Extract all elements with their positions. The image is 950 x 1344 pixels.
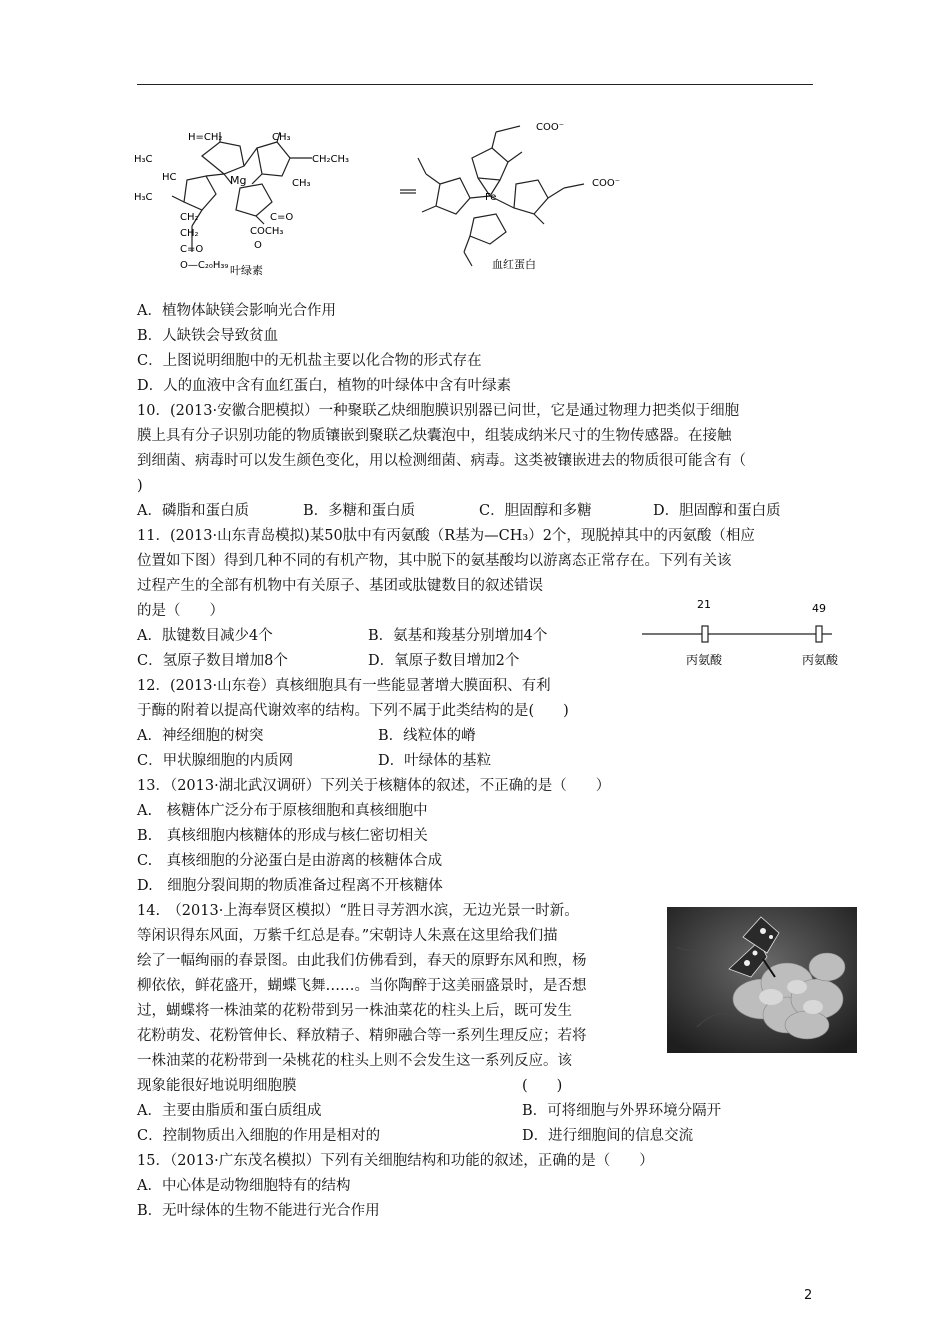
q14-option-a: A．主要由脂质和蛋白质组成 <box>137 1103 322 1119</box>
chl-o-label: O <box>254 240 262 251</box>
chl-ch2-label2: CH₂ <box>180 228 199 239</box>
chl-carbonyl-label2: C=O <box>180 244 204 255</box>
chl-vinyl-label: H=CH₂ <box>188 132 223 143</box>
q10-stem-line-2: 膜上具有分子识别功能的物质镶嵌到聚联乙炔囊泡中，组装成纳米尺寸的生物传感器。在接触 <box>137 428 732 444</box>
chl-phytol-label: O—C₂₀H₃₉ <box>180 260 229 271</box>
q15-option-b: B．无叶绿体的生物不能进行光合作用 <box>137 1203 380 1219</box>
q10-stem-line-1: 10．(2013·安徽合肥模拟）一种聚联乙炔细胞膜识别器已问世，它是通过物理力把类似于细胞 <box>137 403 740 419</box>
chl-methyl-label-left2: H₃C <box>134 192 153 203</box>
chl-ethyl-label: CH₂CH₃ <box>312 154 350 165</box>
q13-stem: 13．（2013·湖北武汉调研）下列关于核糖体的叙述，不正确的是（ ） <box>137 778 611 794</box>
q14-stem-line-1: 14. （2013·上海奉贤区模拟）“胜日寻芳泗水滨，无边光景一时新。 <box>137 903 579 919</box>
q15-stem: 15．（2013·广东茂名模拟）下列有关细胞结构和功能的叙述，正确的是（ ） <box>137 1153 654 1169</box>
q14-option-b: B．可将细胞与外界环境分隔开 <box>522 1103 722 1119</box>
q13-option-b: B. 真核细胞内核糖体的形成与核仁密切相关 <box>137 828 428 844</box>
q11-stem-line-3: 过程产生的全部有机物中有关原子、基团或肽键数目的叙述错误 <box>137 578 543 594</box>
q11-option-b: B．氨基和羧基分别增加4个 <box>368 628 548 644</box>
q14-answer-blank: ( ) <box>522 1078 563 1094</box>
q9-option-a: A．植物体缺镁会影响光合作用 <box>137 303 336 319</box>
peptide-diagram <box>640 592 840 672</box>
q12-option-b: B．线粒体的嵴 <box>378 728 476 744</box>
heme-carboxylate-label-2: COO⁻ <box>592 178 621 189</box>
q10-option-b: B．多糖和蛋白质 <box>303 503 416 519</box>
q11-stem-line-4: 的是（ ） <box>137 603 224 619</box>
q14-stem-line-3: 绘了一幅绚丽的春景图。由此我们仿佛看到，春天的原野东风和煦，杨 <box>137 953 587 969</box>
q10-option-a: A．磷脂和蛋白质 <box>137 503 249 519</box>
q12-stem-line-2: 于酶的附着以提高代谢效率的结构。下列不属于此类结构的是( ) <box>137 703 569 719</box>
header-rule <box>137 84 813 85</box>
q9-option-d: D．人的血液中含有血红蛋白，植物的叶绿体中含有叶绿素 <box>137 378 512 394</box>
q14-option-d: D．进行细胞间的信息交流 <box>522 1128 694 1144</box>
peptide-alanine-label-2: 丙氨酸 <box>802 653 839 667</box>
q11-option-c: C．氢原子数目增加8个 <box>137 653 288 669</box>
q11-stem-line-1: 11．(2013·山东青岛模拟)某50肽中有丙氨酸（R基为—CH₃）2个，现脱掉其中的丙氨酸（相应 <box>137 528 755 544</box>
q11-option-d: D．氧原子数目增加2个 <box>368 653 520 669</box>
page-number: 2 <box>804 1288 813 1303</box>
peptide-alanine-label-1: 丙氨酸 <box>686 653 723 667</box>
q9-option-c: C．上图说明细胞中的无机盐主要以化合物的形式存在 <box>137 353 482 369</box>
butterfly-flower-photo <box>667 907 857 1053</box>
q10-stem-line-4: ) <box>137 478 143 494</box>
peptide-position-21: 21 <box>697 598 711 611</box>
q9-option-b: B．人缺铁会导致贫血 <box>137 328 279 344</box>
chl-carbonyl-label: C=O <box>270 212 294 223</box>
chl-ester-label: COCH₃ <box>250 226 284 237</box>
q14-option-c: C．控制物质出入细胞的作用是相对的 <box>137 1128 381 1144</box>
chl-methyl-label-left: H₃C <box>134 154 153 165</box>
q14-stem-line-5: 过，蝴蝶将一株油菜的花粉带到另一株油菜花的柱头上后，既可发生 <box>137 1003 572 1019</box>
q12-option-c: C．甲状腺细胞的内质网 <box>137 753 294 769</box>
q10-stem-line-3: 到细菌、病毒时可以发生颜色变化，用以检测细菌、病毒。这类被镶嵌进去的物质很可能含有（ <box>137 453 746 469</box>
heme-fe-label: Fe <box>485 192 497 203</box>
q11-option-a: A．肽键数目减少4个 <box>137 628 273 644</box>
peptide-position-49: 49 <box>812 602 826 615</box>
hemoglobin-caption: 血红蛋白 <box>492 258 536 271</box>
q10-option-c: C．胆固醇和多糖 <box>479 503 592 519</box>
chl-methyl-label-right: CH₃ <box>292 178 311 189</box>
q13-option-a: A. 核糖体广泛分布于原核细胞和真核细胞中 <box>137 803 428 819</box>
chl-mg-label: Mg <box>230 174 247 187</box>
q14-stem-line-4: 柳依依，鲜花盛开，蝴蝶飞舞……。当你陶醉于这美丽盛景时，是否想 <box>137 978 587 994</box>
heme-structure-figure <box>396 118 646 276</box>
q13-option-c: C. 真核细胞的分泌蛋白是由游离的核糖体合成 <box>137 853 443 869</box>
q15-option-a: A．中心体是动物细胞特有的结构 <box>137 1178 351 1194</box>
q13-option-d: D. 细胞分裂间期的物质准备过程离不开核糖体 <box>137 878 443 894</box>
chl-hc-label: HC <box>162 172 177 183</box>
q14-stem-line-2: 等闲识得东风面，万紫千红总是春。”宋朝诗人朱熹在这里给我们描 <box>137 928 558 944</box>
chl-methyl-label: CH₃ <box>272 132 291 143</box>
q11-stem-line-2: 位置如下图）得到几种不同的有机产物，其中脱下的氨基酸均以游离态正常存在。下列有关该 <box>137 553 732 569</box>
chlorophyll-caption: 叶绿素 <box>230 264 263 277</box>
q12-stem-line-1: 12．(2013·山东卷）真核细胞具有一些能显著增大膜面积、有利 <box>137 678 551 694</box>
q10-option-d: D．胆固醇和蛋白质 <box>653 503 781 519</box>
q14-stem-line-8: 现象能很好地说明细胞膜 <box>137 1078 297 1094</box>
heme-carboxylate-label-1: COO⁻ <box>536 122 565 133</box>
chl-ch2-label: CH₂ <box>180 212 199 223</box>
q12-option-d: D．叶绿体的基粒 <box>378 753 492 769</box>
chlorophyll-structure-figure <box>132 128 392 278</box>
q12-option-a: A．神经细胞的树突 <box>137 728 264 744</box>
q14-stem-line-7: 一株油菜的花粉带到一朵桃花的柱头上则不会发生这一系列反应。该 <box>137 1053 572 1069</box>
q14-stem-line-6: 花粉萌发、花粉管伸长、释放精子、精卵融合等一系列生理反应；若将 <box>137 1028 587 1044</box>
